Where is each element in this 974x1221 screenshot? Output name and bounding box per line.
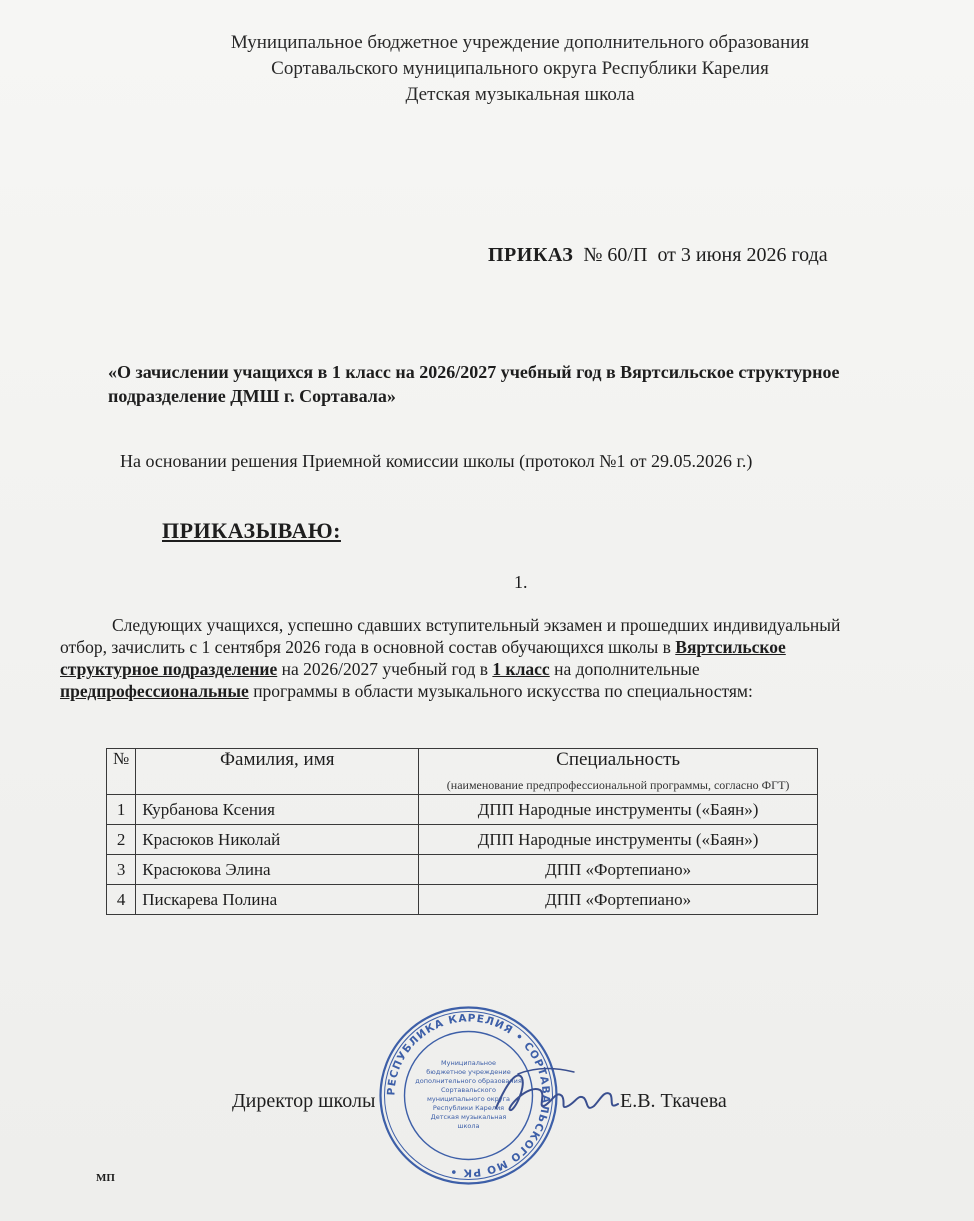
- seal-line: муниципального округа: [426, 1095, 511, 1103]
- row-name: Курбанова Ксения: [136, 795, 419, 825]
- signature-title: Директор школы: [232, 1090, 376, 1112]
- order-date: от 3 июня 2026 года: [657, 244, 828, 266]
- paragraph-highlight-division: Вяртсильское структурное подразделение: [60, 637, 786, 679]
- header-line-2: Сортавальского муниципального округа Республики Карелия: [271, 58, 769, 79]
- seal-line: Сортавальского: [440, 1086, 497, 1094]
- row-spec: ДПП «Фортепиано»: [419, 855, 818, 885]
- command-heading: ПРИКАЗЫВАЮ:: [162, 518, 341, 543]
- order-basis: На основании решения Приемной комиссии школы (протокол №1 от 29.05.2026 г.): [120, 451, 753, 471]
- row-name: Пискарева Полина: [136, 885, 419, 915]
- row-num: 1: [107, 795, 136, 825]
- paragraph-highlight-class: 1 класс: [492, 659, 550, 679]
- row-num: 3: [107, 855, 136, 885]
- paragraph-text-2: на 2026/2027 учебный год в: [277, 659, 493, 679]
- table-row: [107, 795, 818, 825]
- footer-mark: МП: [96, 1172, 115, 1184]
- row-spec: ДПП «Фортепиано»: [419, 885, 818, 915]
- section-number: 1.: [514, 572, 528, 592]
- order-label: ПРИКАЗ: [488, 244, 574, 266]
- header-name: Фамилия, имя: [136, 749, 419, 795]
- table-row: [107, 885, 818, 915]
- header-spec-note: (наименование предпрофессиональной программы, согласно ФГТ): [446, 778, 790, 792]
- row-name: Красюкова Элина: [136, 855, 419, 885]
- seal-line: Детская музыкальная: [430, 1113, 507, 1121]
- order-subject: «О зачислении учащихся в 1 класс на 2026/2027 учебный год в Вяртсильское структурное подразделение ДМШ г. Сортавала»: [108, 362, 840, 406]
- students-table: [106, 748, 818, 915]
- table-row: [107, 855, 818, 885]
- order-title: [488, 244, 828, 267]
- header-spec: [419, 749, 818, 795]
- seal-line: Муниципальное: [440, 1059, 497, 1067]
- row-spec: ДПП Народные инструменты («Баян»): [419, 795, 818, 825]
- header-line-3: Детская музыкальная школа: [405, 84, 635, 105]
- seal-line: Республики Карелия: [432, 1104, 505, 1112]
- handwritten-signature: [488, 1060, 623, 1130]
- paragraph-text-4: программы в области музыкального искусства по специальностям:: [248, 681, 753, 701]
- institution-header: [150, 30, 890, 108]
- row-num: 4: [107, 885, 136, 915]
- seal-outer-text: РЕСПУБЛИКА КАРЕЛИЯ • СОРТАВАЛЬСКОГО МО РК •: [385, 1012, 552, 1179]
- header-num: №: [107, 749, 136, 795]
- enrollment-paragraph: [60, 614, 860, 702]
- order-number: № 60/П: [583, 244, 648, 266]
- paragraph-text-3: на дополнительные: [549, 659, 700, 679]
- table-row: [107, 825, 818, 855]
- header-spec-title: Специальность: [556, 749, 681, 770]
- row-spec: ДПП Народные инструменты («Баян»): [419, 825, 818, 855]
- header-line-1: Муниципальное бюджетное учреждение дополнительного образования: [230, 32, 810, 53]
- row-num: 2: [107, 825, 136, 855]
- signature-name: Е.В. Ткачева: [620, 1090, 727, 1112]
- paragraph-text-1: Следующих учащихся, успешно сдавших вступительный экзамен и прошедших индивидуальный отбор, зачислить с 1 сентября 2026 года в основной состав обучающихся школы в: [60, 615, 841, 657]
- row-name: Красюков Николай: [136, 825, 419, 855]
- paragraph-highlight-program: предпрофессиональные: [60, 681, 249, 701]
- seal-line: школа: [457, 1122, 480, 1130]
- table-header-row: [107, 749, 818, 795]
- seal-line: бюджетное учреждение: [426, 1068, 511, 1076]
- seal-line: дополнительного образования: [415, 1077, 522, 1085]
